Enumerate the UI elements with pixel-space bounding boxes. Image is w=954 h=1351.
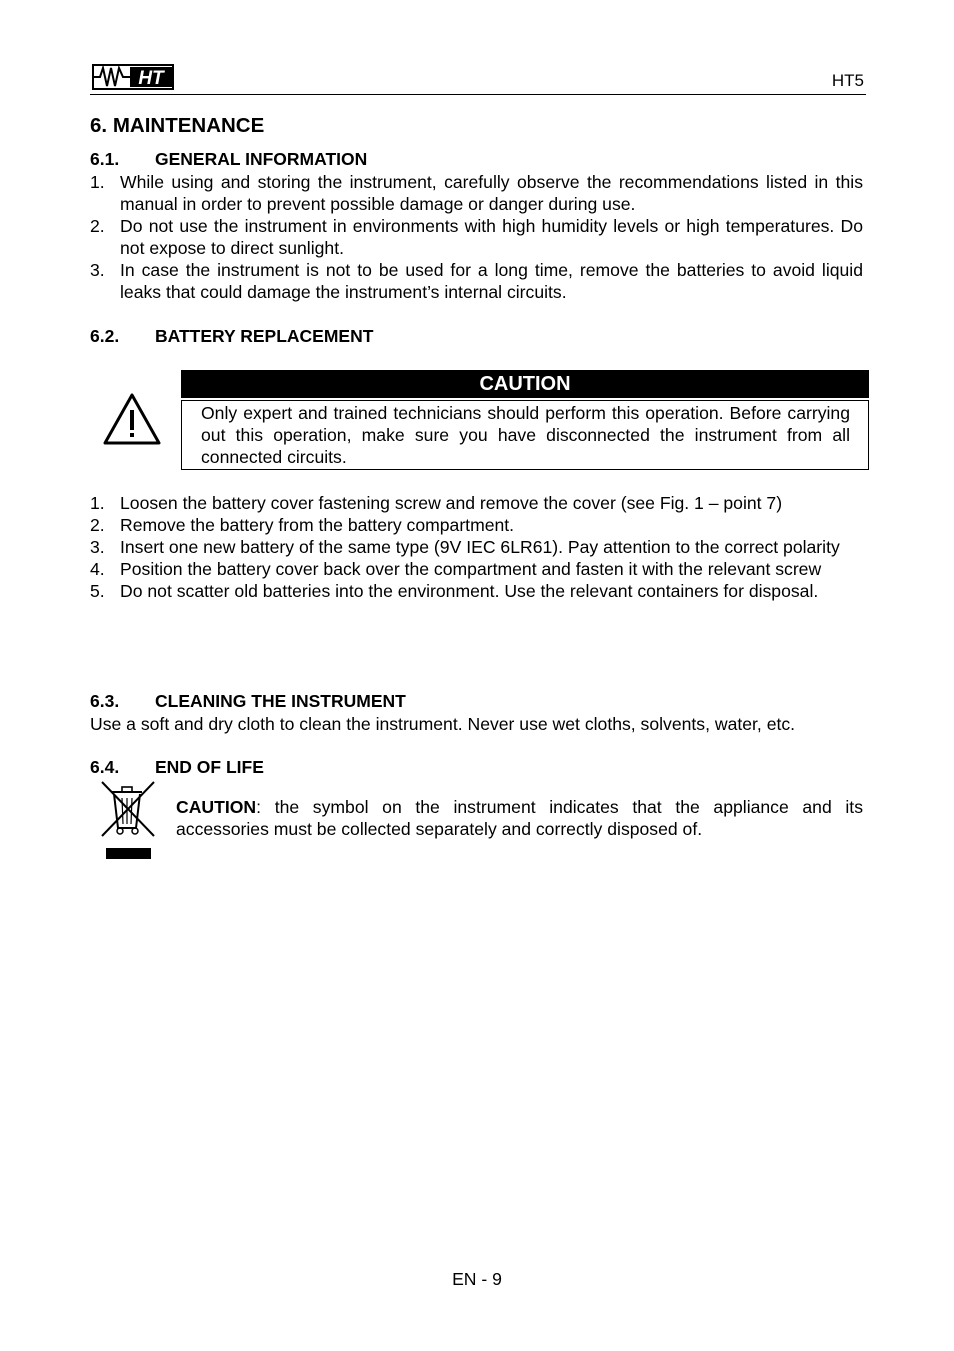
heading-number: 6.1. — [90, 149, 120, 169]
list-number: 2. — [90, 515, 105, 535]
model-name: HT5 — [831, 71, 864, 90]
list-number: 5. — [90, 581, 105, 601]
battery-steps-list — [90, 492, 863, 602]
list-text: Remove the battery from the battery compartment. — [120, 515, 515, 535]
heading-text: BATTERY REPLACEMENT — [155, 326, 374, 346]
section-number: 6. — [90, 114, 108, 137]
ht-logo-icon — [92, 62, 176, 92]
list-text: In case the instrument is not to be used for a long time, remove the batteries to avoid liquid leaks that could damage the instrument’s internal circuits. — [120, 260, 863, 302]
heading-number: 6.4. — [90, 757, 120, 777]
list-number: 4. — [90, 559, 105, 579]
page-header — [90, 60, 866, 95]
heading-battery-replacement — [90, 326, 373, 347]
list-text: Insert one new battery of the same type (9V IEC 6LR61). Pay attention to the correct polarity — [120, 537, 840, 557]
list-item — [90, 514, 863, 536]
heading-cleaning — [90, 691, 406, 712]
heading-number: 6.3. — [90, 691, 120, 711]
list-item — [90, 558, 863, 580]
heading-text: END OF LIFE — [155, 757, 264, 777]
heading-end-of-life — [90, 757, 264, 778]
crossed-out-bin-icon — [96, 778, 158, 862]
heading-number: 6.2. — [90, 326, 120, 346]
list-item — [90, 171, 863, 215]
caution-box — [181, 370, 869, 470]
list-text: Position the battery cover back over the compartment and fasten it with the relevant screw — [120, 559, 822, 579]
heading-text: GENERAL INFORMATION — [155, 149, 368, 169]
list-text: While using and storing the instrument, carefully observe the recommendations listed in this manual in order to prevent possible damage or danger during use. — [120, 172, 863, 214]
heading-text: CLEANING THE INSTRUMENT — [155, 691, 406, 711]
list-item — [90, 536, 863, 558]
caution-label: CAUTION — [176, 797, 257, 817]
list-number: 1. — [90, 493, 105, 513]
heading-general-information — [90, 149, 367, 170]
warning-triangle-icon — [102, 392, 162, 446]
list-number: 3. — [90, 537, 105, 557]
list-text: Loosen the battery cover fastening screw and remove the cover (see Fig. 1 – point 7) — [120, 493, 783, 513]
logo-text: HT — [138, 68, 164, 89]
list-item — [90, 215, 863, 259]
list-text: Do not use the instrument in environments with high humidity levels or high temperatures. Do not expose to direct sunlight. — [120, 216, 863, 258]
list-item — [90, 259, 863, 303]
cleaning-text: Use a soft and dry cloth to clean the instrument. Never use wet cloths, solvents, water, etc. — [90, 714, 796, 734]
section-title — [90, 114, 264, 138]
list-item — [90, 580, 863, 602]
list-number: 1. — [90, 172, 105, 192]
list-item — [90, 492, 863, 514]
list-number: 3. — [90, 260, 105, 280]
general-info-list — [90, 171, 863, 303]
list-text: Do not scatter old batteries into the environment. Use the relevant containers for disposal. — [120, 581, 819, 601]
end-of-life-text — [176, 796, 863, 840]
caution-text: Only expert and trained technicians should perform this operation. Before carrying out this operation, make sure you have disconnected the instrument from all connected circuits. — [181, 400, 869, 470]
caution-title: CAUTION — [181, 370, 869, 398]
end-of-life-description: : the symbol on the instrument indicates that the appliance and its accessories must be collected separately and correctly disposed of. — [176, 797, 863, 839]
page-number: EN - 9 — [452, 1269, 502, 1289]
list-number: 2. — [90, 216, 105, 236]
section-title-text: MAINTENANCE — [112, 114, 265, 137]
